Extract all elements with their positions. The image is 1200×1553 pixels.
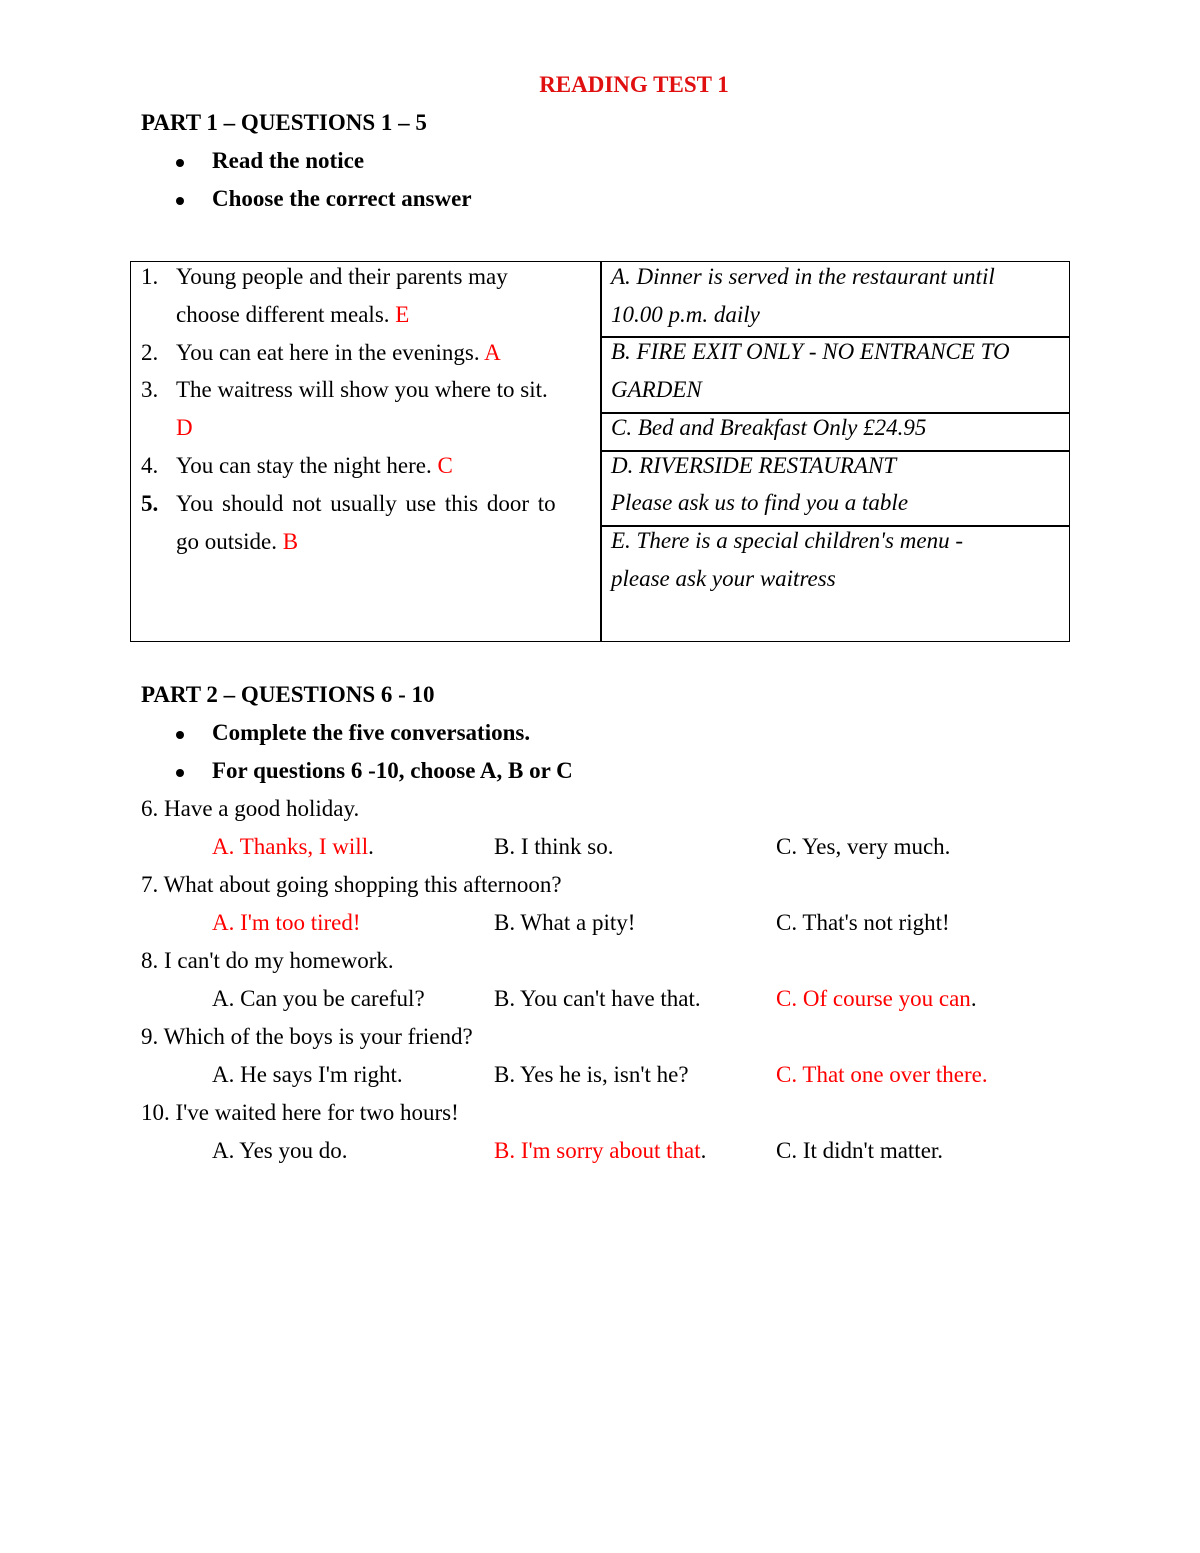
answer-letter: D	[176, 415, 193, 440]
option-c: C. That one over there.	[776, 1062, 988, 1087]
option-text: A. Thanks, I will	[212, 834, 369, 859]
option-suffix: .	[700, 1138, 707, 1163]
option-text: B. I'm sorry about that	[494, 1138, 701, 1163]
option-a: A. I'm too tired!	[212, 910, 361, 935]
bullet-icon	[176, 769, 184, 777]
answer-letter: B	[282, 529, 299, 554]
part1-heading: PART 1 – QUESTIONS 1 – 5	[141, 110, 427, 135]
answer-letter: C	[437, 453, 453, 478]
page-title: READING TEST 1	[539, 72, 729, 97]
question-item-5	[176, 529, 298, 555]
part2-heading: PART 2 – QUESTIONS 6 - 10	[141, 682, 435, 707]
option-a: A. He says I'm right.	[212, 1062, 403, 1087]
bullet-icon	[176, 197, 184, 205]
notice-b-line1: B. FIRE EXIT ONLY - NO ENTRANCE TO	[611, 339, 1010, 364]
notice-e-line1: E. There is a special children's menu -	[611, 528, 963, 553]
question-text: go outside.	[176, 529, 277, 554]
question-prompt: 9. Which of the boys is your friend?	[141, 1024, 473, 1049]
answer-letter: E	[395, 302, 410, 327]
question-text: You can eat here in the evenings.	[176, 340, 480, 365]
table-divider	[600, 450, 1070, 452]
option-a	[212, 834, 374, 860]
table-divider	[600, 336, 1070, 338]
question-item-4	[176, 453, 453, 479]
question-number: 2.	[141, 340, 159, 365]
question-prompt: 10. I've waited here for two hours!	[141, 1100, 459, 1125]
question-text: You should not usually use this door to	[176, 491, 556, 516]
part2-instruction-1: Complete the five conversations.	[212, 720, 531, 745]
question-prompt: 8. I can't do my homework.	[141, 948, 394, 973]
question-prompt: 7. What about going shopping this afternoon?	[141, 872, 562, 897]
notice-d-line1: D. RIVERSIDE RESTAURANT	[611, 453, 897, 478]
question-number: 5.	[141, 491, 159, 516]
question-item-2	[176, 340, 501, 366]
bullet-icon	[176, 159, 184, 167]
question-text: You can stay the night here.	[176, 453, 432, 478]
option-b	[494, 1138, 706, 1164]
option-suffix: .	[970, 986, 977, 1011]
question-number: 4.	[141, 453, 159, 478]
answer-letter: A	[484, 340, 501, 365]
notice-a-line2: 10.00 p.m. daily	[611, 302, 760, 327]
question-text: The waitress will show you where to sit.	[176, 377, 548, 402]
option-a: A. Yes you do.	[212, 1138, 348, 1163]
option-b: B. I think so.	[494, 834, 614, 859]
question-text: choose different meals.	[176, 302, 390, 327]
option-c: C. It didn't matter.	[776, 1138, 944, 1163]
part1-instruction-1: Read the notice	[212, 148, 365, 173]
question-number: 1.	[141, 264, 159, 289]
table-divider	[600, 412, 1070, 414]
option-c: C. That's not right!	[776, 910, 950, 935]
notice-e-line2: please ask your waitress	[611, 566, 836, 591]
part1-instruction-2: Choose the correct answer	[212, 186, 472, 211]
question-text: Young people and their parents may	[176, 264, 508, 289]
table-divider	[600, 525, 1070, 527]
notice-d-line2: Please ask us to find you a table	[611, 490, 909, 515]
option-a: A. Can you be careful?	[212, 986, 425, 1011]
option-text: C. Of course you can	[776, 986, 971, 1011]
option-c	[776, 986, 977, 1012]
option-b: B. Yes he is, isn't he?	[494, 1062, 689, 1087]
bullet-icon	[176, 731, 184, 739]
option-c: C. Yes, very much.	[776, 834, 951, 859]
notice-c: C. Bed and Breakfast Only £24.95	[611, 415, 927, 440]
notice-b-line2: GARDEN	[611, 377, 702, 402]
option-suffix: .	[368, 834, 374, 859]
notice-a-line1: A. Dinner is served in the restaurant until	[611, 264, 995, 289]
table-divider	[600, 261, 602, 642]
question-prompt: 6. Have a good holiday.	[141, 796, 360, 821]
question-item-1	[176, 302, 409, 328]
option-b: B. What a pity!	[494, 910, 636, 935]
option-b: B. You can't have that.	[494, 986, 701, 1011]
question-number: 3.	[141, 377, 159, 402]
part2-instruction-2: For questions 6 -10, choose A, B or C	[212, 758, 573, 783]
